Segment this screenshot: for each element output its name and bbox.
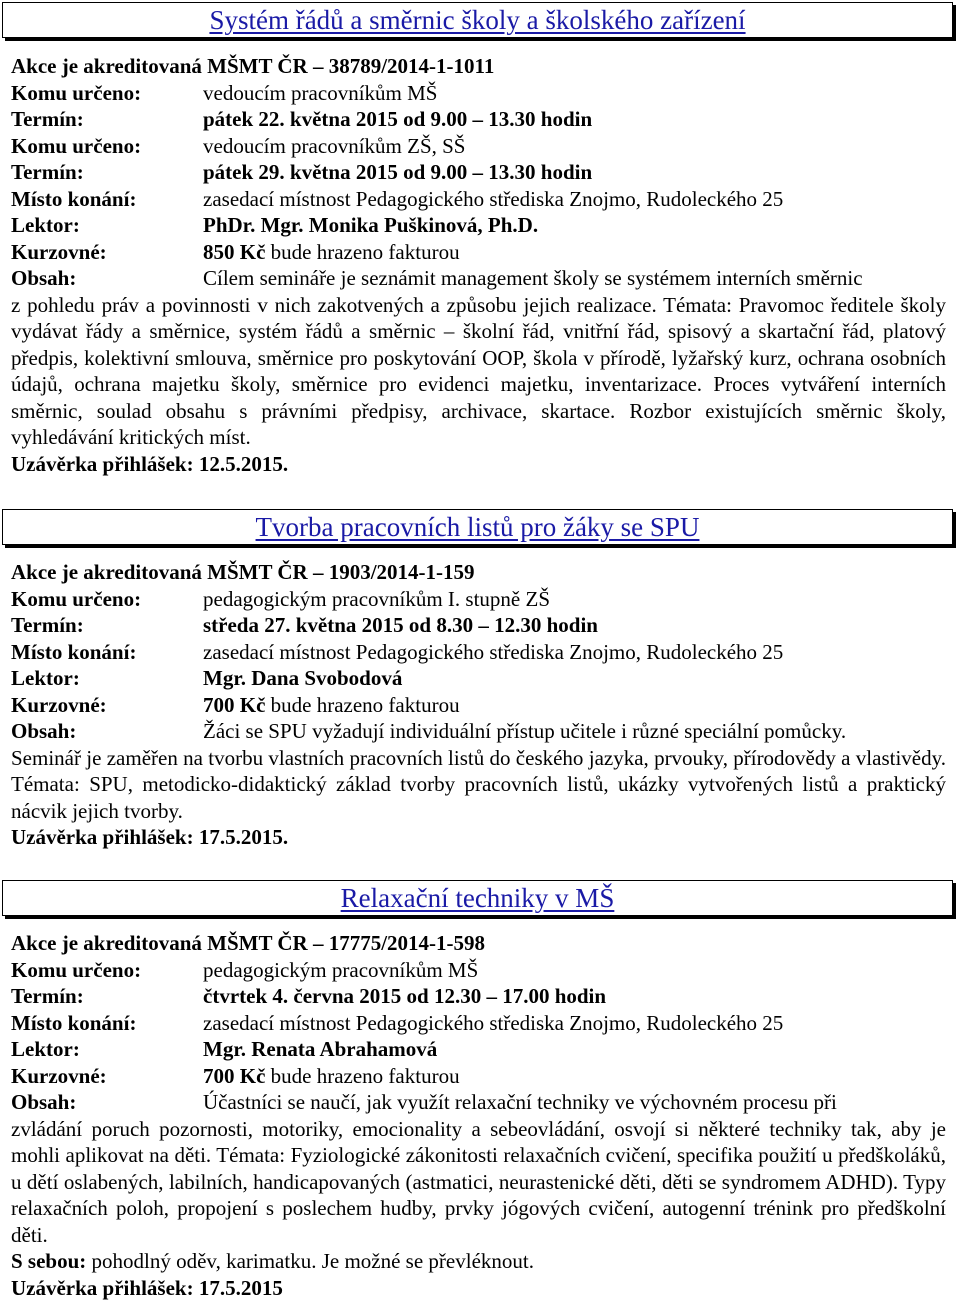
course-title: Systém řádů a směrnic školy a školského zařízení	[209, 5, 746, 35]
label-content: Obsah:	[11, 266, 77, 290]
deadline-value: 17.5.2015.	[198, 825, 289, 849]
target-value: vedoucím pracovníkům ZŠ, SŠ	[203, 133, 466, 158]
date-value: pátek 22. května 2015 od 9.00 – 13.30 hodin	[203, 107, 593, 131]
label-date: Termín:	[11, 107, 84, 131]
label-place: Místo konání:	[11, 186, 137, 211]
content-text: Seminář je zaměřen na tvorbu vlastních pracovních listů do českého jazyka, prvouky, přírodovědy a vlastivědy. Témata: SPU, metodicko-didaktický základ tvorby pracovních listů, ukázky vytvořených listů a praktický nácvik jejich tvorby.	[11, 745, 946, 823]
label-target: Komu určeno:	[11, 586, 142, 611]
fee-note: bude hrazeno fakturou	[265, 692, 460, 717]
label-content: Obsah:	[11, 1090, 77, 1114]
course-details	[11, 53, 946, 477]
deadline-value: 17.5.2015	[198, 1275, 283, 1300]
label-target: Komu určeno:	[11, 80, 142, 105]
accreditation: Akce je akreditovaná MŠMT ČR – 1903/2014-1-159	[11, 560, 475, 584]
fee-note: bude hrazeno fakturou	[265, 239, 460, 264]
date-value: pátek 29. května 2015 od 9.00 – 13.30 hodin	[203, 160, 593, 184]
label-place: Místo konání:	[11, 639, 137, 664]
label-date: Termín:	[11, 160, 84, 184]
label-lecturer: Lektor:	[11, 213, 80, 237]
date-value: čtvrtek 4. června 2015 od 12.30 – 17.00 hodin	[203, 984, 607, 1008]
target-value: vedoucím pracovníkům MŠ	[203, 80, 438, 105]
accreditation: Akce je akreditovaná MŠMT ČR – 17775/2014-1-598	[11, 931, 486, 955]
lecturer-value: Mgr. Renata Abrahamová	[203, 1037, 438, 1061]
content-first-line: Cílem semináře je seznámit management školy se systémem interních směrnic	[203, 266, 863, 290]
target-value: pedagogickým pracovníkům I. stupně ZŠ	[203, 586, 551, 611]
lecturer-name: Dana Svobodová	[251, 666, 403, 690]
label-place: Místo konání:	[11, 1010, 137, 1035]
course-title-box	[2, 509, 953, 545]
content-first-line: Žáci se SPU vyžadují individuální přístup učitele i různé speciální pomůcky.	[203, 719, 847, 743]
date-value: středa 27. května 2015 od 8.30 – 12.30 hodin	[203, 613, 598, 637]
deadline-value: 12.5.2015.	[198, 451, 289, 476]
label-fee: Kurzovné:	[11, 692, 107, 717]
fee-amount: 700 Kč	[203, 692, 266, 717]
course-details	[11, 559, 946, 851]
label-content: Obsah:	[11, 719, 77, 743]
label-lecturer: Lektor:	[11, 1037, 80, 1061]
accreditation: Akce je akreditovaná MŠMT ČR – 38789/2014-1-1011	[11, 54, 495, 78]
course-title-box	[2, 2, 953, 38]
course-title: Relaxační techniky v MŠ	[340, 883, 615, 913]
target-value: pedagogickým pracovníkům MŠ	[203, 957, 479, 982]
fee-amount: 700 Kč	[203, 1063, 266, 1088]
label-fee: Kurzovné:	[11, 239, 107, 264]
label-target: Komu určeno:	[11, 133, 142, 158]
course-title-box	[2, 880, 953, 916]
label-lecturer: Lektor:	[11, 666, 80, 690]
label-deadline: Uzávěrka přihlášek:	[11, 825, 194, 849]
lecturer-value: PhDr. Mgr. Monika Puškinová, Ph.D.	[203, 213, 539, 237]
course-details	[11, 930, 946, 1301]
label-deadline: Uzávěrka přihlášek:	[11, 1275, 194, 1300]
place-value: zasedací místnost Pedagogického střediska Znojmo, Rudoleckého 25	[203, 1010, 784, 1035]
content-first-line: Účastníci se naučí, jak využít relaxační techniky ve výchovném procesu při	[203, 1090, 837, 1114]
label-target: Komu určeno:	[11, 957, 142, 982]
place-value: zasedací místnost Pedagogického střediska Znojmo, Rudoleckého 25	[203, 639, 784, 664]
note-text: pohodlný oděv, karimatku. Je možné se převléknout.	[86, 1249, 534, 1273]
content-text: z pohledu práv a povinnosti v nich zakotvených a způsobu jejich realizace. Témata: Pravomoc ředitele školy vydávat řády a směrnice, systém řádů a směrnic – školní řád, vnitřní řád, spisový a skartační řád, platový předpis, kolektivní smlouva, směrnice pro poskytování OOP, škola v přírodě, lyžařský kurz, ochrana osobních údajů, ochrana majetku školy, směrnice pro evidenci majetku, inventarizace. Proces vytváření interních směrnic, soulad obsahu s právními předpisy, archivace, skartace. Rozbor existujících směrnic školy, vyhledávání kritických míst.	[11, 292, 946, 449]
label-fee: Kurzovné:	[11, 1063, 107, 1088]
label-deadline: Uzávěrka přihlášek:	[11, 451, 194, 476]
fee-amount: 850 Kč	[203, 239, 266, 264]
course-title: Tvorba pracovních listů pro žáky se SPU	[255, 512, 700, 542]
fee-note: bude hrazeno fakturou	[265, 1063, 460, 1088]
label-date: Termín:	[11, 984, 84, 1008]
lecturer-title: Mgr.	[203, 666, 252, 690]
content-text: zvládání poruch pozornosti, motoriky, emocionality a sebeovládání, osvojí si některé techniky tak, aby je mohli aplikovat na děti. Témata: Fyziologické zákonitosti relaxačních cvičení, specifika použití u předškoláků, u dětí oslabených, labilních, handicapovaných (astmatici, neurastenické děti, děti se syndromem ADHD). Typy relaxačních poloh, propojení s poslechem hudby, prvky jógových cvičení, autogenní trénink pro předškolní děti.	[11, 1116, 946, 1247]
place-value: zasedací místnost Pedagogického střediska Znojmo, Rudoleckého 25	[203, 186, 784, 211]
note-label: S sebou:	[11, 1249, 87, 1273]
label-date: Termín:	[11, 613, 84, 637]
